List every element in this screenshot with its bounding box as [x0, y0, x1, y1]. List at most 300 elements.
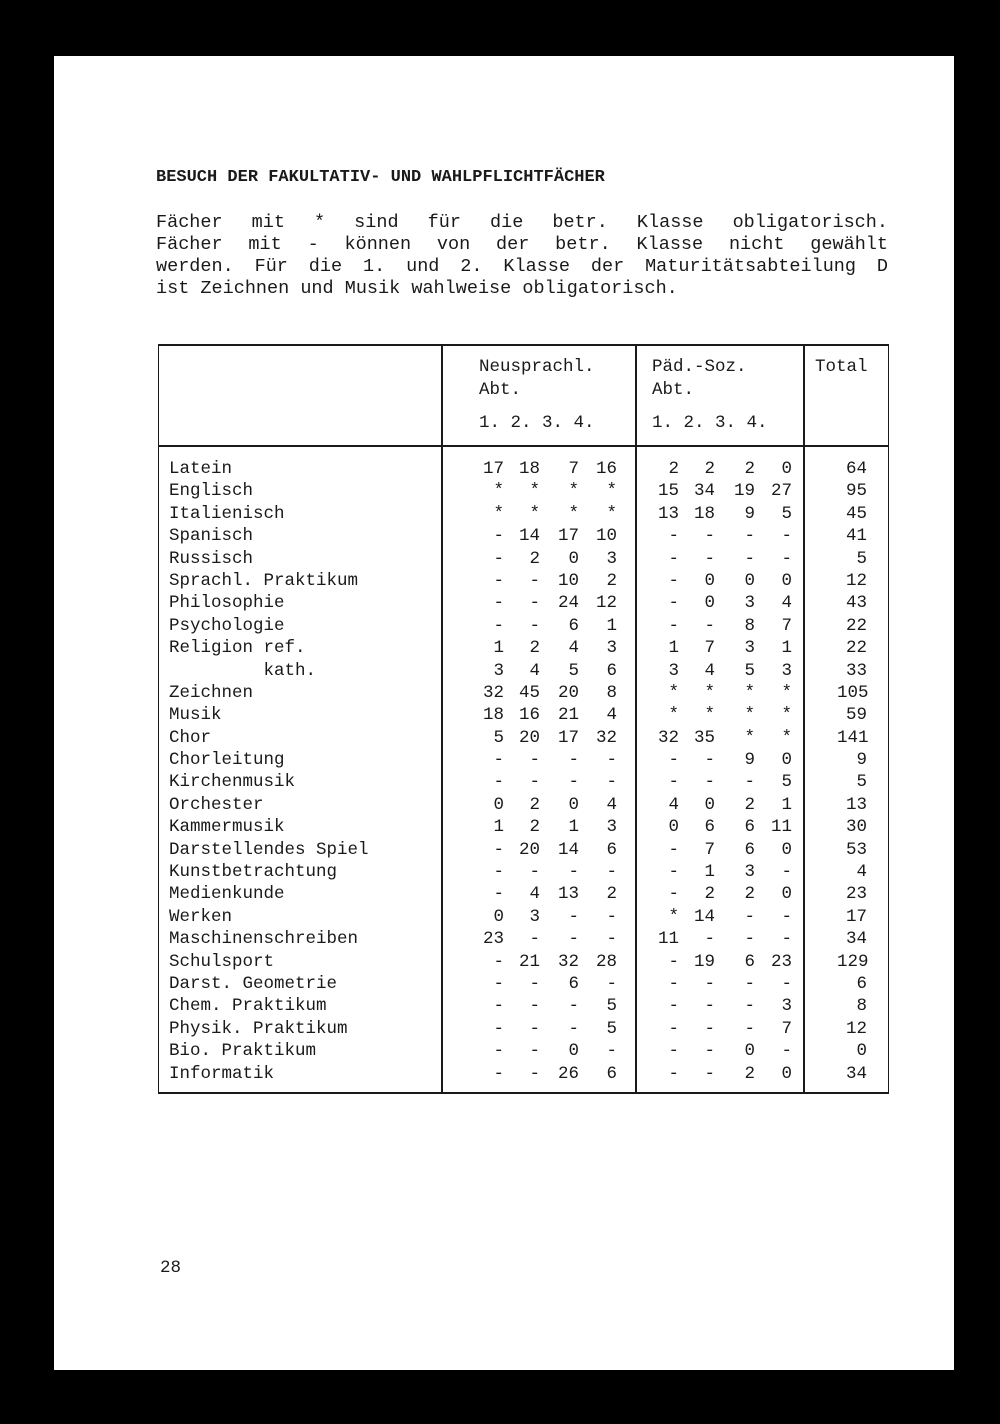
paed-soz-cell: - — [744, 929, 755, 950]
neusprachl-cell: 2 — [529, 548, 540, 569]
paed-soz-cell: 5 — [744, 660, 755, 681]
neusprachl-cell: - — [529, 1018, 540, 1039]
paed-soz-cell: - — [668, 570, 679, 591]
neusprachl-cell: - — [493, 772, 504, 793]
paed-soz-cell: 9 — [744, 750, 755, 771]
table-row — [159, 704, 888, 726]
neusprachl-cell: 4 — [568, 638, 579, 659]
neusprachl-cell: 5 — [606, 996, 617, 1017]
neusprachl-cell: 3 — [529, 906, 540, 927]
paed-soz-cell: * — [744, 727, 755, 748]
neusprachl-cell: - — [568, 1018, 579, 1039]
paed-soz-cell: 2 — [744, 884, 755, 905]
paed-soz-cell: - — [668, 996, 679, 1017]
neusprachl-cell: - — [529, 1063, 540, 1084]
paed-soz-cell: - — [668, 1063, 679, 1084]
paed-soz-cell: - — [704, 1063, 715, 1084]
neusprachl-cell: 17 — [557, 526, 579, 547]
total-cell: 45 — [845, 503, 867, 524]
subject-label: Schulsport — [169, 951, 275, 972]
paed-soz-cell: - — [704, 548, 715, 569]
neusprachl-cell: 32 — [557, 951, 579, 972]
paed-soz-cell: 3 — [744, 638, 755, 659]
paed-soz-cell: * — [668, 705, 679, 726]
total-cell: 8 — [856, 996, 867, 1017]
neusprachl-cell: 20 — [518, 727, 540, 748]
table-row — [159, 771, 888, 793]
paed-soz-cell: - — [668, 548, 679, 569]
table-body — [159, 458, 888, 1085]
neusprachl-cell: 0 — [493, 794, 504, 815]
total-cell: 105 — [837, 682, 869, 703]
paed-soz-cell: * — [668, 906, 679, 927]
paed-soz-cell: - — [744, 906, 755, 927]
neusprachl-cell: - — [606, 906, 617, 927]
table-row — [159, 637, 888, 659]
neusprachl-cell: - — [493, 570, 504, 591]
neusprachl-cell: 17 — [482, 459, 504, 479]
neusprachl-cell: 6 — [568, 973, 579, 994]
neusprachl-cell: 32 — [595, 727, 617, 748]
neusprachl-cell: 4 — [529, 660, 540, 681]
paed-soz-cell: - — [668, 772, 679, 793]
total-cell: 129 — [837, 951, 869, 972]
table-row — [159, 883, 888, 905]
paed-soz-cell: 2 — [744, 794, 755, 815]
paed-soz-cell: - — [781, 1041, 792, 1062]
intro-line: werden. Für die 1. und 2. Klasse der Maturitätsabteilung D — [156, 256, 888, 277]
paed-soz-cell: 2 — [744, 459, 755, 479]
paed-soz-cell: 2 — [668, 459, 679, 479]
group1-class-numbers: 1. 2. 3. 4. — [479, 413, 595, 433]
neusprachl-cell: - — [493, 839, 504, 860]
neusprachl-cell: 4 — [606, 705, 617, 726]
neusprachl-cell: 1 — [493, 638, 504, 659]
subject-label: Musik — [169, 705, 222, 726]
subject-label: Zeichnen — [169, 682, 254, 703]
total-cell: 141 — [837, 727, 869, 748]
neusprachl-cell: - — [606, 1041, 617, 1062]
paed-soz-cell: 35 — [693, 727, 715, 748]
neusprachl-cell: 2 — [529, 794, 540, 815]
paed-soz-cell: 0 — [781, 570, 792, 591]
neusprachl-cell: 16 — [518, 705, 540, 726]
neusprachl-cell: - — [529, 929, 540, 950]
neusprachl-cell: 3 — [606, 638, 617, 659]
total-cell: 34 — [845, 929, 867, 950]
neusprachl-cell: 5 — [606, 1018, 617, 1039]
intro-line: Fächer mit * sind für die betr. Klasse obligatorisch. — [156, 212, 888, 233]
table-row — [159, 615, 888, 637]
neusprachl-cell: - — [493, 1063, 504, 1084]
table-row — [159, 928, 888, 950]
paed-soz-cell: - — [668, 951, 679, 972]
paed-soz-cell: 3 — [781, 996, 792, 1017]
paed-soz-cell: 8 — [744, 615, 755, 636]
total-cell: 5 — [856, 548, 867, 569]
subject-label: Kammermusik — [169, 817, 285, 838]
subject-label: Philosophie — [169, 593, 285, 614]
paed-soz-cell: 2 — [704, 459, 715, 479]
neusprachl-cell: - — [529, 750, 540, 771]
neusprachl-cell: 8 — [606, 682, 617, 703]
neusprachl-cell: * — [606, 503, 617, 524]
paed-soz-cell: - — [668, 884, 679, 905]
neusprachl-cell: - — [493, 615, 504, 636]
paed-soz-cell: 7 — [704, 638, 715, 659]
neusprachl-cell: - — [568, 772, 579, 793]
neusprachl-cell: 18 — [482, 705, 504, 726]
subject-label: Latein — [169, 459, 233, 479]
neusprachl-cell: 21 — [518, 951, 540, 972]
paed-soz-cell: 0 — [781, 1063, 792, 1084]
paed-soz-cell: - — [704, 772, 715, 793]
neusprachl-cell: 3 — [493, 660, 504, 681]
total-cell: 13 — [845, 794, 867, 815]
neusprachl-cell: - — [568, 996, 579, 1017]
paed-soz-cell: * — [704, 705, 715, 726]
table-row — [159, 906, 888, 928]
paed-soz-cell: - — [668, 1018, 679, 1039]
paed-soz-cell: - — [704, 973, 715, 994]
neusprachl-cell: 32 — [482, 682, 504, 703]
total-cell: 12 — [845, 1018, 867, 1039]
table-row — [159, 816, 888, 838]
neusprachl-cell: - — [493, 1018, 504, 1039]
total-cell: 53 — [845, 839, 867, 860]
paed-soz-cell: 0 — [781, 750, 792, 771]
paed-soz-cell: 0 — [781, 839, 792, 860]
subject-label: Kirchenmusik — [169, 772, 296, 793]
neusprachl-cell: - — [568, 929, 579, 950]
table-row — [159, 458, 888, 480]
paed-soz-cell: 4 — [668, 794, 679, 815]
neusprachl-cell: - — [493, 996, 504, 1017]
paed-soz-cell: - — [781, 862, 792, 883]
subject-label: Englisch — [169, 481, 254, 502]
total-cell: 17 — [845, 906, 867, 927]
subject-label: Sprachl. Praktikum — [169, 570, 359, 591]
paed-soz-cell: 34 — [693, 481, 715, 502]
neusprachl-cell: 1 — [568, 817, 579, 838]
neusprachl-cell: 6 — [606, 1063, 617, 1084]
paed-soz-cell: * — [781, 705, 792, 726]
paed-soz-cell: 23 — [770, 951, 792, 972]
paed-soz-cell: 15 — [657, 481, 679, 502]
paed-soz-cell: - — [704, 526, 715, 547]
neusprachl-cell: 23 — [482, 929, 504, 950]
table-row — [159, 660, 888, 682]
subject-label: Maschinenschreiben — [169, 929, 359, 950]
paed-soz-cell: 6 — [704, 817, 715, 838]
paed-soz-cell: 1 — [781, 638, 792, 659]
paed-soz-cell: 0 — [704, 570, 715, 591]
header-divider — [159, 445, 888, 447]
paed-soz-cell: * — [781, 727, 792, 748]
neusprachl-cell: 2 — [606, 570, 617, 591]
paed-soz-cell: 5 — [781, 772, 792, 793]
paed-soz-cell: 9 — [744, 503, 755, 524]
subject-label: Physik. Praktikum — [169, 1018, 348, 1039]
neusprachl-cell: 3 — [606, 817, 617, 838]
neusprachl-cell: - — [493, 593, 504, 614]
total-cell: 30 — [845, 817, 867, 838]
group2-header-line1: Päd.-Soz. — [652, 357, 747, 377]
group2-class-numbers: 1. 2. 3. 4. — [652, 413, 768, 433]
total-cell: 0 — [856, 1041, 867, 1062]
total-cell: 95 — [845, 481, 867, 502]
neusprachl-cell: 12 — [595, 593, 617, 614]
neusprachl-cell: - — [493, 973, 504, 994]
paed-soz-cell: * — [781, 682, 792, 703]
paed-soz-cell: - — [781, 929, 792, 950]
neusprachl-cell: 0 — [568, 794, 579, 815]
document-title: BESUCH DER FAKULTATIV- UND WAHLPFLICHTFÄCHER — [156, 168, 605, 187]
subject-label: Spanisch — [169, 526, 254, 547]
paed-soz-cell: 11 — [770, 817, 792, 838]
paed-soz-cell: 5 — [781, 503, 792, 524]
neusprachl-cell: * — [529, 503, 540, 524]
neusprachl-cell: - — [529, 593, 540, 614]
subject-label: Chor — [169, 727, 212, 748]
table-row — [159, 682, 888, 704]
total-cell: 41 — [845, 526, 867, 547]
neusprachl-cell: 28 — [595, 951, 617, 972]
neusprachl-cell: 13 — [557, 884, 579, 905]
neusprachl-cell: 18 — [518, 459, 540, 479]
paed-soz-cell: 7 — [704, 839, 715, 860]
paed-soz-cell: 1 — [781, 794, 792, 815]
paed-soz-cell: 0 — [668, 817, 679, 838]
neusprachl-cell: 1 — [606, 615, 617, 636]
group1-header-line1: Neusprachl. — [479, 357, 595, 377]
paed-soz-cell: * — [668, 682, 679, 703]
paed-soz-cell: 0 — [744, 1041, 755, 1062]
table-row — [159, 570, 888, 592]
paed-soz-cell: 6 — [744, 839, 755, 860]
neusprachl-cell: * — [568, 503, 579, 524]
neusprachl-cell: - — [529, 973, 540, 994]
paed-soz-cell: - — [744, 1018, 755, 1039]
neusprachl-cell: - — [568, 906, 579, 927]
neusprachl-cell: - — [529, 996, 540, 1017]
paed-soz-cell: 2 — [704, 884, 715, 905]
paed-soz-cell: 3 — [744, 593, 755, 614]
neusprachl-cell: - — [493, 750, 504, 771]
neusprachl-cell: 10 — [595, 526, 617, 547]
neusprachl-cell: 21 — [557, 705, 579, 726]
neusprachl-cell: 14 — [518, 526, 540, 547]
page-number: 28 — [160, 1258, 182, 1278]
total-cell: 12 — [845, 570, 867, 591]
table-row — [159, 525, 888, 547]
neusprachl-cell: - — [529, 772, 540, 793]
neusprachl-cell: - — [568, 862, 579, 883]
neusprachl-cell: * — [606, 481, 617, 502]
paed-soz-cell: 32 — [657, 727, 679, 748]
paed-soz-cell: - — [704, 929, 715, 950]
paed-soz-cell: 0 — [744, 570, 755, 591]
paed-soz-cell: * — [704, 682, 715, 703]
neusprachl-cell: 4 — [606, 794, 617, 815]
table-row — [159, 480, 888, 502]
paed-soz-cell: - — [668, 526, 679, 547]
total-cell: 33 — [845, 660, 867, 681]
total-cell: 23 — [845, 884, 867, 905]
table-row — [159, 995, 888, 1017]
neusprachl-cell: - — [529, 570, 540, 591]
paed-soz-cell: 4 — [704, 660, 715, 681]
neusprachl-cell: - — [606, 929, 617, 950]
neusprachl-cell: 6 — [606, 660, 617, 681]
paed-soz-cell: 18 — [693, 503, 715, 524]
neusprachl-cell: 20 — [518, 839, 540, 860]
total-header: Total — [815, 357, 868, 377]
neusprachl-cell: 26 — [557, 1063, 579, 1084]
neusprachl-cell: 17 — [557, 727, 579, 748]
total-cell: 9 — [856, 750, 867, 771]
paed-soz-cell: - — [668, 973, 679, 994]
table-row — [159, 727, 888, 749]
subject-label: Bio. Praktikum — [169, 1041, 317, 1062]
total-cell: 22 — [845, 638, 867, 659]
neusprachl-cell: 2 — [606, 884, 617, 905]
paed-soz-cell: 3 — [744, 862, 755, 883]
paed-soz-cell: 6 — [744, 817, 755, 838]
paed-soz-cell: - — [781, 906, 792, 927]
neusprachl-cell: - — [529, 615, 540, 636]
table-row — [159, 1040, 888, 1062]
paed-soz-cell: 0 — [781, 459, 792, 479]
neusprachl-cell: 20 — [557, 682, 579, 703]
enrollment-table — [158, 344, 889, 1094]
total-cell: 59 — [845, 705, 867, 726]
table-row — [159, 548, 888, 570]
subject-label: Medienkunde — [169, 884, 285, 905]
paed-soz-cell: - — [668, 593, 679, 614]
neusprachl-cell: 5 — [493, 727, 504, 748]
paed-soz-cell: - — [668, 862, 679, 883]
neusprachl-cell: 7 — [568, 459, 579, 479]
neusprachl-cell: 5 — [568, 660, 579, 681]
neusprachl-cell: - — [493, 1041, 504, 1062]
intro-line: ist Zeichnen und Musik wahlweise obligatorisch. — [156, 278, 678, 299]
paed-soz-cell: - — [781, 526, 792, 547]
subject-label: Religion ref. — [169, 638, 306, 659]
paed-soz-cell: - — [704, 1041, 715, 1062]
group2-header-line2: Abt. — [652, 380, 695, 400]
paed-soz-cell: - — [668, 839, 679, 860]
paed-soz-cell: - — [704, 996, 715, 1017]
neusprachl-cell: * — [568, 481, 579, 502]
neusprachl-cell: 3 — [606, 548, 617, 569]
table-row — [159, 1063, 888, 1085]
table-row — [159, 592, 888, 614]
paed-soz-cell: - — [668, 750, 679, 771]
neusprachl-cell: - — [493, 951, 504, 972]
paed-soz-cell: - — [744, 526, 755, 547]
paed-soz-cell: 19 — [693, 951, 715, 972]
paed-soz-cell: - — [781, 973, 792, 994]
neusprachl-cell: 6 — [568, 615, 579, 636]
group1-header-line2: Abt. — [479, 380, 522, 400]
paed-soz-cell: 0 — [781, 884, 792, 905]
paed-soz-cell: - — [744, 772, 755, 793]
subject-label: Werken — [169, 906, 233, 927]
paed-soz-cell: 3 — [668, 660, 679, 681]
neusprachl-cell: 16 — [595, 459, 617, 479]
neusprachl-cell: - — [493, 526, 504, 547]
total-cell: 34 — [845, 1063, 867, 1084]
total-cell: 64 — [845, 459, 867, 479]
neusprachl-cell: 6 — [606, 839, 617, 860]
paed-soz-cell: * — [744, 682, 755, 703]
paed-soz-cell: 13 — [657, 503, 679, 524]
total-cell: 4 — [856, 862, 867, 883]
total-cell: 5 — [856, 772, 867, 793]
paed-soz-cell: 7 — [781, 615, 792, 636]
subject-label: Informatik — [169, 1063, 275, 1084]
neusprachl-cell: - — [606, 973, 617, 994]
subject-label: Darstellendes Spiel — [169, 839, 369, 860]
paed-soz-cell: 14 — [693, 906, 715, 927]
neusprachl-cell: - — [529, 862, 540, 883]
total-cell: 43 — [845, 593, 867, 614]
subject-label: Psychologie — [169, 615, 285, 636]
neusprachl-cell: - — [606, 772, 617, 793]
paed-soz-cell: - — [704, 750, 715, 771]
table-row — [159, 794, 888, 816]
neusprachl-cell: * — [529, 481, 540, 502]
neusprachl-cell: 45 — [518, 682, 540, 703]
paed-soz-cell: 1 — [704, 862, 715, 883]
neusprachl-cell: - — [529, 1041, 540, 1062]
neusprachl-cell: - — [606, 750, 617, 771]
paed-soz-cell: 19 — [733, 481, 755, 502]
paed-soz-cell: - — [668, 615, 679, 636]
intro-paragraph — [156, 212, 888, 300]
table-row — [159, 839, 888, 861]
paed-soz-cell: 3 — [781, 660, 792, 681]
table-row — [159, 951, 888, 973]
total-cell: 22 — [845, 615, 867, 636]
paed-soz-cell: 6 — [744, 951, 755, 972]
paed-soz-cell: 2 — [744, 1063, 755, 1084]
paed-soz-cell: - — [668, 1041, 679, 1062]
paed-soz-cell: 7 — [781, 1018, 792, 1039]
subject-label: Orchester — [169, 794, 264, 815]
table-row — [159, 973, 888, 995]
document-page — [54, 56, 954, 1370]
paed-soz-cell: 1 — [668, 638, 679, 659]
neusprachl-cell: 0 — [568, 548, 579, 569]
neusprachl-cell: 1 — [493, 817, 504, 838]
neusprachl-cell: - — [493, 548, 504, 569]
paed-soz-cell: - — [704, 1018, 715, 1039]
paed-soz-cell: - — [744, 996, 755, 1017]
subject-label: Darst. Geometrie — [169, 973, 338, 994]
table-row — [159, 1018, 888, 1040]
paed-soz-cell: - — [744, 548, 755, 569]
table-row — [159, 749, 888, 771]
subject-label: Kunstbetrachtung — [169, 862, 338, 883]
neusprachl-cell: 2 — [529, 817, 540, 838]
neusprachl-cell: 0 — [493, 906, 504, 927]
paed-soz-cell: * — [744, 705, 755, 726]
subject-label: kath. — [169, 660, 317, 681]
neusprachl-cell: - — [568, 750, 579, 771]
paed-soz-cell: 11 — [657, 929, 679, 950]
